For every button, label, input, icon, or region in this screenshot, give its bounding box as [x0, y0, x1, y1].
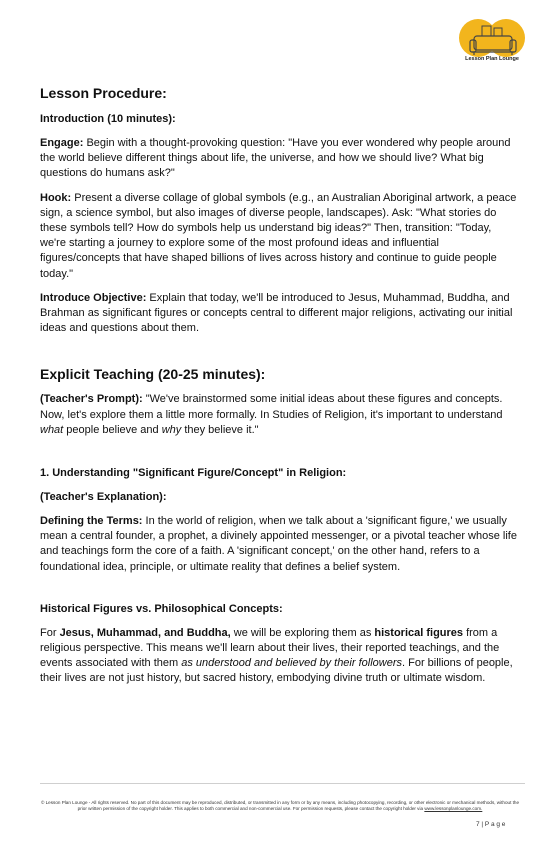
- figures-names: Jesus, Muhammad, and Buddha,: [59, 626, 231, 639]
- defining-terms-paragraph: [40, 514, 520, 575]
- page-content: [40, 84, 520, 687]
- followers-emphasis: as understood and believed by their followers: [181, 657, 402, 670]
- explicit-teaching-heading: Explicit Teaching (20-25 minutes):: [40, 366, 266, 383]
- copyright-notice: © Lesson Plan Lounge - All rights reserved. No part of this document may be reproduced, distributed, or transmitted in any form or by any means, including photocopying, recording, or other electronic or mechanical methods, without the prior written permission of the copyright holder. This applies to both commercial and non-commercial use. For permission requests, please contact the copyright holder via: [40, 800, 520, 812]
- engage-text: Begin with a thought-provoking question: "Have you ever wondered why people around the world believe different things about life, the universe, and how we should live? What big questions do humans ask?": [40, 137, 511, 180]
- historical-figures-term: historical figures: [374, 626, 464, 639]
- defining-terms-label: Defining the Terms:: [40, 515, 143, 528]
- hook-text: Present a diverse collage of global symbols (e.g., an Australian Aboriginal artwork, a peace sign, a science symbol, but also images of diverse people, landscapes). Ask: "What stories do these symbols tell? How do symbols help us understand big ideas?" Then, transition: "Today, we're starting a journey to explore some of the most profound ideas and influential figures/concepts that have shaped billions of lives across history and continue to guide people today.": [40, 191, 517, 280]
- historical-text: For: [40, 626, 60, 639]
- teacher-prompt-text: they believe it.": [181, 423, 259, 436]
- historical-text: we will be exploring them as: [230, 626, 375, 639]
- historical-text: . For billions of people, their lives are not just history, but sacred history, embodying divine truth or ultimate wisdom.: [40, 657, 513, 685]
- logo-text: Lesson Plan Lounge: [465, 56, 519, 62]
- objective-label: Introduce Objective:: [40, 291, 147, 304]
- lesson-procedure-heading: Lesson Procedure:: [40, 85, 167, 101]
- emphasis-what: what: [40, 423, 64, 436]
- teacher-prompt-text: "We've brainstormed some initial ideas about these figures and concepts. Now, let's explore them a little more formally. In Studies of Religion, it's important to understand: [40, 393, 503, 421]
- page-number: 7 | P a g e: [476, 821, 506, 828]
- hook-label: Hook:: [40, 191, 72, 204]
- teacher-prompt-text: people believe and: [63, 423, 162, 436]
- objective-paragraph: [40, 291, 520, 337]
- teacher-explanation-heading: (Teacher's Explanation):: [40, 491, 167, 504]
- teacher-prompt-paragraph: [40, 392, 520, 438]
- emphasis-why: why: [161, 423, 182, 436]
- objective-text: Explain that today, we'll be introduced to Jesus, Muhammad, Buddha, and Brahman as significant figures or concepts central to different major religions, activating our initial ideas and questions about them.: [40, 291, 513, 335]
- engage-label: Engage:: [40, 137, 84, 149]
- historical-figures-paragraph: [40, 626, 520, 687]
- engage-paragraph: [40, 136, 520, 182]
- footer-divider: [40, 783, 525, 784]
- website-link[interactable]: www.lessonplanlounge.com.: [424, 806, 483, 812]
- historical-figures-heading: Historical Figures vs. Philosophical Concepts:: [40, 602, 283, 615]
- section-1-heading: 1. Understanding "Significant Figure/Concept" in Religion:: [40, 467, 347, 480]
- teacher-prompt-label: (Teacher's Prompt):: [40, 393, 143, 406]
- footer: [40, 800, 520, 813]
- defining-terms-text: In the world of religion, when we talk about a 'significant figure,' we usually mean a central founder, a prophet, a divinely appointed messenger, or a pivotal teacher whose life and teachings form the core of a faith. A 'significant concept,' on the other hand, refers to a foundational idea, principle, or ultimate reality that defines a belief system.: [40, 515, 517, 573]
- introduction-heading: Introduction (10 minutes):: [40, 113, 176, 125]
- historical-text: from a religious perspective. This means we'll learn about their lives, their reported teachings, and the events associated with them: [40, 626, 500, 670]
- hook-paragraph: [40, 191, 520, 282]
